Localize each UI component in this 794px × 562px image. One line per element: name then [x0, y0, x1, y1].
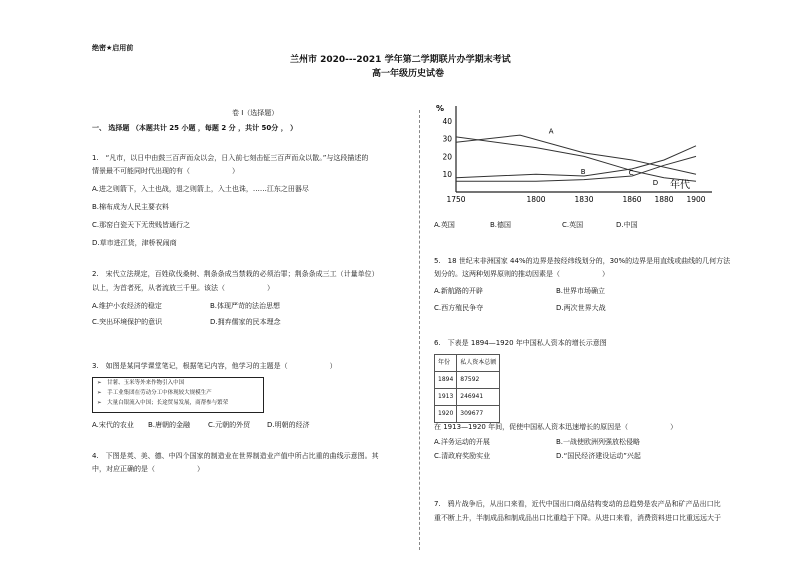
q3-option-b[interactable]: B.唐朝的金融 [148, 421, 191, 429]
y-tick-label: 40 [442, 116, 452, 126]
q4-stem-line1: 4. 下图是英、美、德、中四个国家的制造业在世界制造业产值中所占比重的曲线示意图。其 [92, 452, 379, 460]
q1-option-c[interactable]: C.那窑白瓷天下无贵贱皆通行之 [92, 221, 191, 229]
x-tick-label: 1830 [574, 195, 594, 204]
series-label-a: A [548, 127, 554, 136]
q5-option-a[interactable]: A.新航路的开辟 [434, 287, 483, 295]
q2-stem-line1: 2. 宋代立法规定，百姓砍伐桑树、荆条条成当禁栽的必须治罪；荆条条成三工（计量单位） [92, 270, 379, 278]
exam-title: 兰州市 2020---2021 学年第二学期联片办学期末考试 [290, 55, 511, 65]
table-cell: 246941 [457, 389, 500, 406]
q4-option-d[interactable]: D.中国 [616, 221, 638, 229]
series-label-b: B [580, 168, 586, 177]
y-axis-label: % [436, 104, 445, 113]
q2-option-b[interactable]: B.体现严苛的法治思想 [210, 302, 281, 310]
q6-stem-line1: 6. 下表是 1894—1920 年中国私人资本的增长示意图 [434, 339, 607, 347]
q6-stem-line2: 在 1913—1920 年间，促使中国私人资本迅速增长的原因是（ ） [434, 423, 678, 431]
secret-label: 绝密★启用前 [92, 44, 134, 52]
q3-option-c[interactable]: C.元朝的外贸 [208, 421, 251, 429]
table-cell: 309677 [457, 406, 500, 423]
x-tick-label: 1900 [686, 195, 706, 204]
q1-option-a[interactable]: A.进之则箭下，入土也战，退之则箭上，入土也诛，……江东之田器尽 [92, 185, 309, 193]
section-instruction: 一、 选择题 （本题共计 25 小题 ，每题 2 分 ，共计 50分 ， ） [92, 124, 298, 132]
q1-stem-line1: 1. “凡市，以日中由鼓三百声而众以会，日入前七刻击钲三百声而众以散。”与这段描述的 [92, 154, 369, 162]
table-cell: 1920 [435, 406, 457, 423]
q2-stem-line2: 以上，为首者死，从者流放三千里。该法（ ） [92, 284, 274, 292]
y-tick-label: 30 [442, 134, 452, 144]
table-row [435, 389, 500, 406]
q5-option-d[interactable]: D.两次世界大战 [556, 304, 606, 312]
x-tick-label: 1880 [654, 195, 674, 204]
x-tick-label: 1750 [446, 195, 466, 204]
section-heading: 卷 I（选择题） [232, 109, 279, 117]
q4-stem-line2: 中，对应正确的是（ ） [92, 465, 204, 473]
manufacturing-share-chart [434, 104, 719, 206]
q3-notes-box [92, 377, 264, 413]
y-tick-label: 10 [442, 170, 452, 180]
chart-series [456, 135, 696, 181]
q4-option-a[interactable]: A.英国 [434, 221, 455, 229]
q4-option-b[interactable]: B.德国 [490, 221, 512, 229]
table-cell: 87592 [457, 372, 500, 389]
q3-note-3: ➢ 大量白银流入中国；长途贸易发展，商帮参与繁荣 [97, 400, 229, 406]
q2-option-a[interactable]: A.维护小农经济的稳定 [92, 302, 162, 310]
series-label-c: C [628, 169, 634, 178]
q7-stem-line2: 重不断上升，半制成品和制成品出口比重趋于下降。从进口来看，消费资料进口比重远远大于 [434, 514, 721, 522]
q4-option-c[interactable]: C.英国 [562, 221, 584, 229]
q1-option-b[interactable]: B.棉布成为人民主要衣料 [92, 203, 170, 211]
q6-option-c[interactable]: C.清政府奖励实业 [434, 452, 491, 460]
table-row [435, 406, 500, 423]
q6-option-a[interactable]: A.洋务运动的开展 [434, 438, 490, 446]
table-row [435, 372, 500, 389]
q1-option-d[interactable]: D.草市进江货，津桥祝闹商 [92, 239, 177, 247]
x-tick-label: 1860 [622, 195, 642, 204]
q3-option-d[interactable]: D.明朝的经济 [267, 421, 310, 429]
table-header-cell: 年份 [435, 355, 457, 372]
q1-stem-line2: 情景最不可能同时代出现的有（ ） [92, 167, 239, 175]
x-tick-label: 1800 [526, 195, 546, 204]
q5-stem-line1: 5. 18 世纪末非洲国家 44%的边界是按经纬线划分的，30%的边界是用直线或曲线的几何方法 [434, 257, 731, 265]
q5-option-b[interactable]: B.世界市场确立 [556, 287, 606, 295]
q6-option-d[interactable]: D.“国民经济建设运动”兴起 [556, 452, 641, 460]
series-line-d [456, 137, 696, 181]
q3-stem: 3. 如图是某同学课堂笔记，根据笔记内容，他学习的主题是（ ） [92, 362, 337, 370]
table-header-row [435, 355, 500, 372]
q5-stem-line2: 划分的。这两种划界原则的推动因素是（ ） [434, 270, 609, 278]
y-tick-label: 20 [442, 152, 452, 162]
table-header-cell: 私人资本总额 [457, 355, 500, 372]
q6-option-b[interactable]: B.一战使欧洲列强放松侵略 [556, 438, 641, 446]
column-divider [419, 110, 420, 550]
q3-note-1: ➢ 甘薯、玉米等外来作物引入中国 [97, 380, 185, 386]
exam-subtitle: 高一年级历史试卷 [372, 69, 445, 79]
q2-option-d[interactable]: D.拥弃儒家的民本理念 [210, 318, 281, 326]
series-line-c [456, 156, 696, 181]
q3-option-a[interactable]: A.宋代的农业 [92, 421, 134, 429]
q6-capital-table [434, 354, 500, 423]
q2-option-c[interactable]: C.突出环境保护的意识 [92, 318, 163, 326]
q7-stem-line1: 7. 鸦片战争后，从出口来看，近代中国出口商品结构变动的总趋势是农产品和矿产品出口比 [434, 500, 721, 508]
q5-option-c[interactable]: C.西方殖民争夺 [434, 304, 484, 312]
q3-note-2: ➢ 手工业集团在劳动分工中体现较大规模生产 [97, 390, 212, 396]
table-cell: 1913 [435, 389, 457, 406]
table-cell: 1894 [435, 372, 457, 389]
series-label-d: D [652, 178, 659, 187]
x-axis-label: 年代 [670, 180, 690, 191]
